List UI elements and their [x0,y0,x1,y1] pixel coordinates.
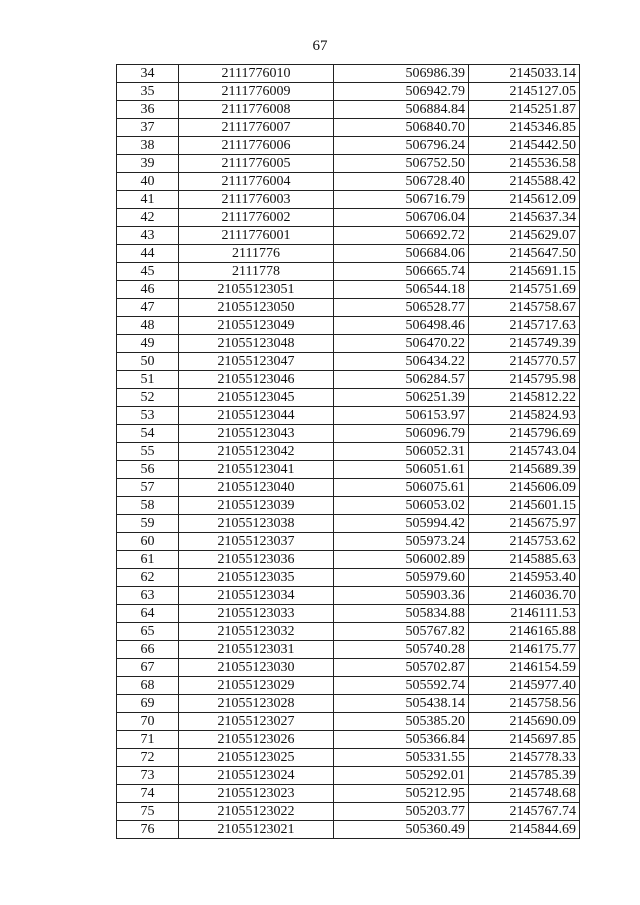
y-coordinate-cell: 2146165.88 [469,623,580,641]
x-coordinate-cell: 505438.14 [334,695,469,713]
point-id-cell: 2111776001 [179,227,334,245]
row-number-cell: 34 [117,65,179,83]
row-number-cell: 66 [117,641,179,659]
point-id-cell: 21055123032 [179,623,334,641]
point-id-cell: 21055123027 [179,713,334,731]
point-id-cell: 21055123041 [179,461,334,479]
x-coordinate-cell: 506528.77 [334,299,469,317]
y-coordinate-cell: 2146154.59 [469,659,580,677]
row-number-cell: 68 [117,677,179,695]
table-row [117,191,580,209]
table-row [117,65,580,83]
table-row [117,101,580,119]
point-id-cell: 21055123050 [179,299,334,317]
row-number-cell: 58 [117,497,179,515]
x-coordinate-cell: 505366.84 [334,731,469,749]
table-row [117,515,580,533]
y-coordinate-cell: 2145717.63 [469,317,580,335]
row-number-cell: 62 [117,569,179,587]
row-number-cell: 69 [117,695,179,713]
row-number-cell: 73 [117,767,179,785]
row-number-cell: 35 [117,83,179,101]
point-id-cell: 21055123025 [179,749,334,767]
table-row [117,767,580,785]
x-coordinate-cell: 506284.57 [334,371,469,389]
point-id-cell: 21055123036 [179,551,334,569]
row-number-cell: 44 [117,245,179,263]
x-coordinate-cell: 506716.79 [334,191,469,209]
y-coordinate-cell: 2145606.09 [469,479,580,497]
point-id-cell: 21055123049 [179,317,334,335]
y-coordinate-cell: 2145795.98 [469,371,580,389]
y-coordinate-cell: 2145796.69 [469,425,580,443]
row-number-cell: 53 [117,407,179,425]
y-coordinate-cell: 2145442.50 [469,137,580,155]
table-row [117,155,580,173]
x-coordinate-cell: 505212.95 [334,785,469,803]
row-number-cell: 71 [117,731,179,749]
point-id-cell: 21055123046 [179,371,334,389]
row-number-cell: 41 [117,191,179,209]
point-id-cell: 21055123022 [179,803,334,821]
y-coordinate-cell: 2145601.15 [469,497,580,515]
table-row [117,785,580,803]
x-coordinate-cell: 505592.74 [334,677,469,695]
table-row [117,227,580,245]
row-number-cell: 63 [117,587,179,605]
row-number-cell: 52 [117,389,179,407]
x-coordinate-cell: 506665.74 [334,263,469,281]
point-id-cell: 2111776010 [179,65,334,83]
table-row [117,335,580,353]
row-number-cell: 38 [117,137,179,155]
row-number-cell: 60 [117,533,179,551]
y-coordinate-cell: 2145758.56 [469,695,580,713]
row-number-cell: 74 [117,785,179,803]
coordinates-table-body [117,65,580,839]
x-coordinate-cell: 506986.39 [334,65,469,83]
y-coordinate-cell: 2145824.93 [469,407,580,425]
table-row [117,407,580,425]
row-number-cell: 40 [117,173,179,191]
x-coordinate-cell: 505903.36 [334,587,469,605]
y-coordinate-cell: 2145758.67 [469,299,580,317]
row-number-cell: 57 [117,479,179,497]
x-coordinate-cell: 505702.87 [334,659,469,677]
row-number-cell: 56 [117,461,179,479]
point-id-cell: 21055123024 [179,767,334,785]
y-coordinate-cell: 2145743.04 [469,443,580,461]
point-id-cell: 2111776009 [179,83,334,101]
point-id-cell: 2111776003 [179,191,334,209]
row-number-cell: 64 [117,605,179,623]
y-coordinate-cell: 2145749.39 [469,335,580,353]
table-row [117,587,580,605]
x-coordinate-cell: 506498.46 [334,317,469,335]
row-number-cell: 67 [117,659,179,677]
table-row [117,317,580,335]
x-coordinate-cell: 506706.04 [334,209,469,227]
table-row [117,443,580,461]
table-row [117,821,580,839]
y-coordinate-cell: 2145127.05 [469,83,580,101]
table-row [117,605,580,623]
table-row [117,731,580,749]
y-coordinate-cell: 2145844.69 [469,821,580,839]
row-number-cell: 75 [117,803,179,821]
x-coordinate-cell: 506840.70 [334,119,469,137]
table-row [117,533,580,551]
row-number-cell: 37 [117,119,179,137]
point-id-cell: 2111776008 [179,101,334,119]
row-number-cell: 61 [117,551,179,569]
table-row [117,137,580,155]
row-number-cell: 54 [117,425,179,443]
x-coordinate-cell: 506796.24 [334,137,469,155]
row-number-cell: 59 [117,515,179,533]
table-row [117,119,580,137]
y-coordinate-cell: 2145629.07 [469,227,580,245]
row-number-cell: 51 [117,371,179,389]
table-row [117,497,580,515]
y-coordinate-cell: 2145751.69 [469,281,580,299]
point-id-cell: 21055123026 [179,731,334,749]
table-row [117,209,580,227]
row-number-cell: 43 [117,227,179,245]
table-row [117,299,580,317]
row-number-cell: 42 [117,209,179,227]
y-coordinate-cell: 2145647.50 [469,245,580,263]
point-id-cell: 21055123031 [179,641,334,659]
point-id-cell: 21055123048 [179,335,334,353]
table-row [117,353,580,371]
y-coordinate-cell: 2145691.15 [469,263,580,281]
table-row [117,551,580,569]
table-row [117,803,580,821]
table-row [117,569,580,587]
table-row [117,749,580,767]
x-coordinate-cell: 506051.61 [334,461,469,479]
coordinates-table [116,64,580,839]
table-row [117,263,580,281]
point-id-cell: 2111776004 [179,173,334,191]
x-coordinate-cell: 506153.97 [334,407,469,425]
y-coordinate-cell: 2145637.34 [469,209,580,227]
y-coordinate-cell: 2145812.22 [469,389,580,407]
y-coordinate-cell: 2145885.63 [469,551,580,569]
row-number-cell: 50 [117,353,179,371]
x-coordinate-cell: 505994.42 [334,515,469,533]
y-coordinate-cell: 2145778.33 [469,749,580,767]
point-id-cell: 2111778 [179,263,334,281]
y-coordinate-cell: 2145697.85 [469,731,580,749]
row-number-cell: 47 [117,299,179,317]
x-coordinate-cell: 505360.49 [334,821,469,839]
table-row [117,83,580,101]
table-row [117,713,580,731]
x-coordinate-cell: 506752.50 [334,155,469,173]
y-coordinate-cell: 2145753.62 [469,533,580,551]
y-coordinate-cell: 2146111.53 [469,605,580,623]
point-id-cell: 21055123044 [179,407,334,425]
table-row [117,245,580,263]
point-id-cell: 21055123043 [179,425,334,443]
table-row [117,479,580,497]
x-coordinate-cell: 506684.06 [334,245,469,263]
x-coordinate-cell: 505767.82 [334,623,469,641]
point-id-cell: 21055123047 [179,353,334,371]
x-coordinate-cell: 505292.01 [334,767,469,785]
point-id-cell: 21055123042 [179,443,334,461]
x-coordinate-cell: 505740.28 [334,641,469,659]
y-coordinate-cell: 2145690.09 [469,713,580,731]
y-coordinate-cell: 2145767.74 [469,803,580,821]
x-coordinate-cell: 505973.24 [334,533,469,551]
x-coordinate-cell: 506075.61 [334,479,469,497]
x-coordinate-cell: 506884.84 [334,101,469,119]
row-number-cell: 49 [117,335,179,353]
y-coordinate-cell: 2145689.39 [469,461,580,479]
x-coordinate-cell: 506942.79 [334,83,469,101]
point-id-cell: 2111776 [179,245,334,263]
point-id-cell: 21055123033 [179,605,334,623]
point-id-cell: 2111776006 [179,137,334,155]
point-id-cell: 21055123039 [179,497,334,515]
point-id-cell: 21055123034 [179,587,334,605]
y-coordinate-cell: 2145588.42 [469,173,580,191]
table-row [117,677,580,695]
x-coordinate-cell: 506728.40 [334,173,469,191]
y-coordinate-cell: 2145033.14 [469,65,580,83]
point-id-cell: 21055123038 [179,515,334,533]
x-coordinate-cell: 505203.77 [334,803,469,821]
x-coordinate-cell: 506052.31 [334,443,469,461]
x-coordinate-cell: 506544.18 [334,281,469,299]
y-coordinate-cell: 2145748.68 [469,785,580,803]
y-coordinate-cell: 2146175.77 [469,641,580,659]
table-row [117,371,580,389]
table-row [117,281,580,299]
row-number-cell: 45 [117,263,179,281]
table-row [117,641,580,659]
y-coordinate-cell: 2145977.40 [469,677,580,695]
row-number-cell: 48 [117,317,179,335]
point-id-cell: 21055123029 [179,677,334,695]
point-id-cell: 21055123021 [179,821,334,839]
y-coordinate-cell: 2145251.87 [469,101,580,119]
row-number-cell: 70 [117,713,179,731]
x-coordinate-cell: 505331.55 [334,749,469,767]
x-coordinate-cell: 506251.39 [334,389,469,407]
row-number-cell: 46 [117,281,179,299]
row-number-cell: 36 [117,101,179,119]
point-id-cell: 21055123030 [179,659,334,677]
row-number-cell: 65 [117,623,179,641]
x-coordinate-cell: 505834.88 [334,605,469,623]
table-row [117,695,580,713]
point-id-cell: 21055123045 [179,389,334,407]
point-id-cell: 2111776005 [179,155,334,173]
point-id-cell: 21055123051 [179,281,334,299]
table-row [117,389,580,407]
table-row [117,659,580,677]
point-id-cell: 2111776007 [179,119,334,137]
y-coordinate-cell: 2145953.40 [469,569,580,587]
row-number-cell: 72 [117,749,179,767]
x-coordinate-cell: 506096.79 [334,425,469,443]
page-number: 67 [312,38,328,54]
row-number-cell: 76 [117,821,179,839]
point-id-cell: 21055123028 [179,695,334,713]
x-coordinate-cell: 506434.22 [334,353,469,371]
table-row [117,461,580,479]
point-id-cell: 2111776002 [179,209,334,227]
y-coordinate-cell: 2145612.09 [469,191,580,209]
y-coordinate-cell: 2145785.39 [469,767,580,785]
row-number-cell: 39 [117,155,179,173]
x-coordinate-cell: 506053.02 [334,497,469,515]
point-id-cell: 21055123023 [179,785,334,803]
point-id-cell: 21055123035 [179,569,334,587]
x-coordinate-cell: 506470.22 [334,335,469,353]
x-coordinate-cell: 506002.89 [334,551,469,569]
table-row [117,623,580,641]
point-id-cell: 21055123040 [179,479,334,497]
x-coordinate-cell: 505385.20 [334,713,469,731]
point-id-cell: 21055123037 [179,533,334,551]
x-coordinate-cell: 506692.72 [334,227,469,245]
y-coordinate-cell: 2145770.57 [469,353,580,371]
row-number-cell: 55 [117,443,179,461]
y-coordinate-cell: 2145675.97 [469,515,580,533]
y-coordinate-cell: 2145346.85 [469,119,580,137]
y-coordinate-cell: 2146036.70 [469,587,580,605]
x-coordinate-cell: 505979.60 [334,569,469,587]
y-coordinate-cell: 2145536.58 [469,155,580,173]
table-row [117,173,580,191]
table-row [117,425,580,443]
